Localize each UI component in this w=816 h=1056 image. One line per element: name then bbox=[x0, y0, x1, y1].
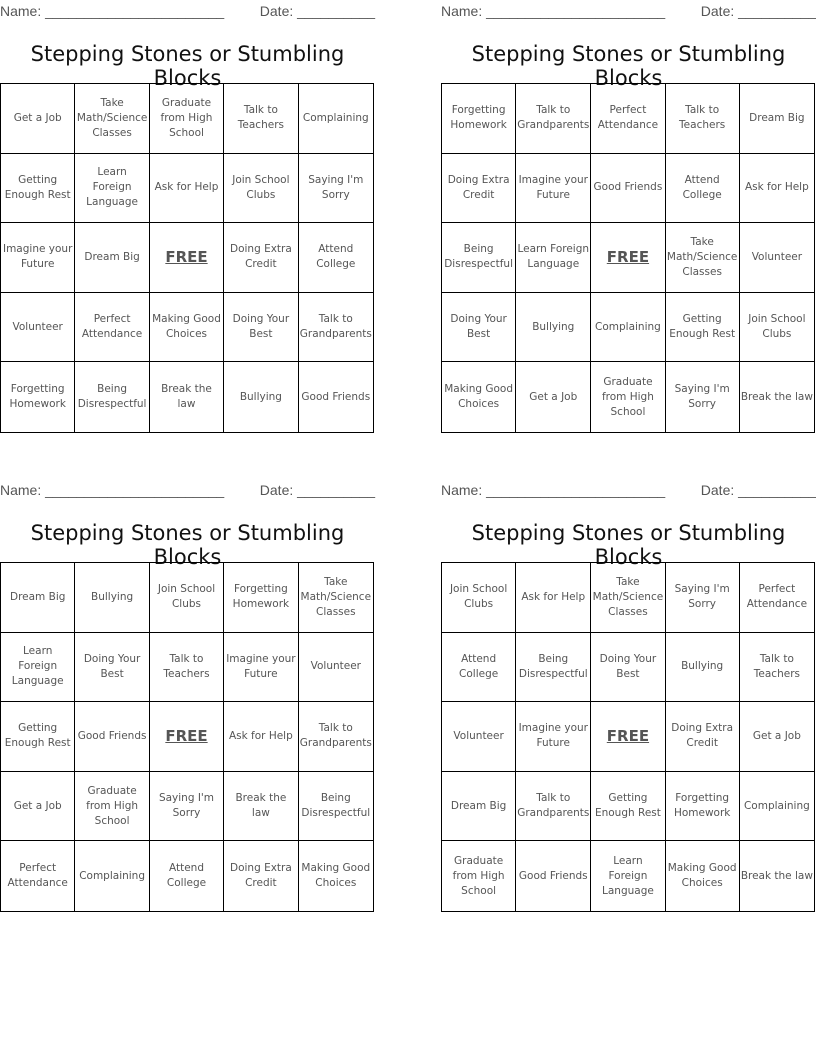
card-title: Stepping Stones or Stumbling Blocks bbox=[30, 521, 345, 569]
bingo-cell: Imagine your Future bbox=[224, 633, 298, 703]
bingo-cell: Making Good Choices bbox=[442, 362, 516, 432]
bingo-cell: Good Friends bbox=[516, 841, 591, 911]
date-field: Date: __________ bbox=[700, 3, 816, 19]
bingo-cell: Making Good Choices bbox=[666, 841, 740, 911]
bingo-cell: Attend College bbox=[666, 154, 740, 224]
bingo-cell: Take Math/Science Classes bbox=[591, 563, 665, 633]
free-space: FREE bbox=[591, 702, 665, 772]
bingo-cell: Saying I'm Sorry bbox=[666, 362, 740, 432]
bingo-cell: Talk to Grandparents bbox=[516, 772, 591, 842]
bingo-cell: Perfect Attendance bbox=[75, 293, 149, 363]
name-field: Name: _______________________ bbox=[0, 482, 225, 498]
bingo-cell: Saying I'm Sorry bbox=[666, 563, 740, 633]
bingo-cell: Talk to Teachers bbox=[740, 633, 814, 703]
card-header bbox=[0, 0, 375, 22]
card-title: Stepping Stones or Stumbling Blocks bbox=[30, 42, 345, 90]
bingo-cell: Saying I'm Sorry bbox=[150, 772, 224, 842]
bingo-cell: Bullying bbox=[516, 293, 591, 363]
bingo-cell: Talk to Grandparents bbox=[299, 293, 373, 363]
bingo-cell: Volunteer bbox=[740, 223, 814, 293]
bingo-cell: Learn Foreign Language bbox=[75, 154, 149, 224]
card-header bbox=[441, 479, 816, 501]
bingo-cell: Learn Foreign Language bbox=[516, 223, 591, 293]
bingo-cell: Good Friends bbox=[75, 702, 149, 772]
bingo-cell: Ask for Help bbox=[150, 154, 224, 224]
card-title: Stepping Stones or Stumbling Blocks bbox=[471, 42, 786, 90]
bingo-cell: Volunteer bbox=[299, 633, 373, 703]
bingo-cell: Doing Extra Credit bbox=[666, 702, 740, 772]
bingo-cell: Getting Enough Rest bbox=[591, 772, 665, 842]
bingo-cell: Take Math/Science Classes bbox=[299, 563, 373, 633]
bingo-cell: Attend College bbox=[150, 841, 224, 911]
bingo-cell: Forgetting Homework bbox=[224, 563, 298, 633]
bingo-cell: Get a Job bbox=[740, 702, 814, 772]
name-field: Name: _______________________ bbox=[441, 3, 666, 19]
bingo-cell: Graduate from High School bbox=[150, 84, 224, 154]
bingo-cell: Doing Extra Credit bbox=[224, 223, 298, 293]
bingo-cell: Imagine your Future bbox=[516, 154, 591, 224]
bingo-cell: Perfect Attendance bbox=[591, 84, 665, 154]
bingo-cell: Perfect Attendance bbox=[1, 841, 75, 911]
bingo-grid bbox=[0, 83, 374, 433]
bingo-cell: Doing Your Best bbox=[75, 633, 149, 703]
bingo-cell: Join School Clubs bbox=[442, 563, 516, 633]
bingo-cell: Volunteer bbox=[442, 702, 516, 772]
bingo-cell: Ask for Help bbox=[516, 563, 591, 633]
bingo-cell: Imagine your Future bbox=[1, 223, 75, 293]
bingo-cell: Making Good Choices bbox=[150, 293, 224, 363]
bingo-cell: Saying I'm Sorry bbox=[299, 154, 373, 224]
bingo-cell: Good Friends bbox=[301, 390, 371, 403]
bingo-cell: Get a Job bbox=[516, 362, 591, 432]
bingo-cell: Break the law bbox=[224, 772, 298, 842]
date-field: Date: __________ bbox=[259, 482, 375, 498]
bingo-cell: Forgetting Homework bbox=[666, 772, 740, 842]
bingo-cell: Doing Your Best bbox=[224, 293, 298, 363]
bingo-cell: Break the law bbox=[740, 390, 813, 403]
bingo-cell: Good Friends bbox=[591, 154, 665, 224]
bingo-cell: Forgetting Homework bbox=[1, 362, 75, 432]
bingo-cell: Ask for Help bbox=[224, 702, 298, 772]
bingo-cell: Complaining bbox=[740, 772, 814, 842]
bingo-cell: Being Disrespectful bbox=[299, 772, 373, 842]
bingo-cell: Talk to Teachers bbox=[150, 633, 224, 703]
free-space: FREE bbox=[591, 223, 665, 293]
free-space: FREE bbox=[150, 223, 224, 293]
bingo-cell: Forgetting Homework bbox=[442, 84, 516, 154]
bingo-cell: Talk to Teachers bbox=[224, 84, 298, 154]
bingo-cell: Join School Clubs bbox=[150, 563, 224, 633]
bingo-cell: Attend College bbox=[299, 223, 373, 293]
bingo-cell: Get a Job bbox=[1, 84, 75, 154]
bingo-cell: Ask for Help bbox=[740, 154, 814, 224]
bingo-cell: Take Math/Science Classes bbox=[666, 223, 740, 293]
bingo-cell: Being Disrespectful bbox=[516, 633, 591, 703]
bingo-cell: Get a Job bbox=[1, 772, 75, 842]
bingo-cell: Complaining bbox=[591, 293, 665, 363]
bingo-cell: Being Disrespectful bbox=[442, 223, 516, 293]
bingo-cell: Join School Clubs bbox=[224, 154, 298, 224]
date-field: Date: __________ bbox=[700, 482, 816, 498]
card-header bbox=[0, 479, 375, 501]
free-space: FREE bbox=[150, 702, 224, 772]
bingo-cell: Bullying bbox=[224, 362, 298, 432]
bingo-cell: Perfect Attendance bbox=[740, 563, 814, 633]
bingo-cell: Attend College bbox=[442, 633, 516, 703]
bingo-cell: Break the law bbox=[150, 362, 224, 432]
bingo-cell: Graduate from High School bbox=[591, 362, 665, 432]
bingo-cell: Bullying bbox=[75, 563, 149, 633]
bingo-cell: Being Disrespectful bbox=[75, 362, 149, 432]
bingo-cell: Join School Clubs bbox=[740, 293, 814, 363]
bingo-cell: Volunteer bbox=[1, 293, 75, 363]
bingo-cell: Dream Big bbox=[442, 772, 516, 842]
bingo-grid bbox=[0, 562, 374, 912]
bingo-cell: Graduate from High School bbox=[442, 841, 516, 911]
bingo-cell: Bullying bbox=[666, 633, 740, 703]
bingo-cell: Learn Foreign Language bbox=[1, 633, 75, 703]
bingo-cell: Doing Extra Credit bbox=[442, 154, 516, 224]
name-field: Name: _______________________ bbox=[441, 482, 666, 498]
bingo-cell: Making Good Choices bbox=[301, 862, 371, 890]
name-field: Name: _______________________ bbox=[0, 3, 225, 19]
bingo-cell: Talk to Grandparents bbox=[299, 702, 373, 772]
bingo-grid bbox=[441, 562, 815, 912]
bingo-cell: Getting Enough Rest bbox=[1, 154, 75, 224]
bingo-cell: Doing Your Best bbox=[591, 633, 665, 703]
bingo-cell: Getting Enough Rest bbox=[666, 293, 740, 363]
bingo-cell: Talk to Grandparents bbox=[516, 84, 591, 154]
bingo-cell: Complaining bbox=[75, 841, 149, 911]
bingo-cell: Talk to Teachers bbox=[666, 84, 740, 154]
bingo-cell: Complaining bbox=[299, 84, 373, 154]
bingo-grid bbox=[441, 83, 815, 433]
bingo-cell: Doing Your Best bbox=[442, 293, 516, 363]
card-header bbox=[441, 0, 816, 22]
bingo-cell: Dream Big bbox=[75, 223, 149, 293]
bingo-cell: Break the law bbox=[740, 869, 813, 882]
date-field: Date: __________ bbox=[259, 3, 375, 19]
bingo-cell: Doing Extra Credit bbox=[224, 841, 298, 911]
bingo-cell: Graduate from High School bbox=[75, 772, 149, 842]
card-title: Stepping Stones or Stumbling Blocks bbox=[471, 521, 786, 569]
bingo-cell: Take Math/Science Classes bbox=[75, 84, 149, 154]
bingo-cell: Learn Foreign Language bbox=[591, 841, 665, 911]
bingo-cell: Getting Enough Rest bbox=[1, 702, 75, 772]
bingo-cell: Imagine your Future bbox=[516, 702, 591, 772]
bingo-cell: Dream Big bbox=[740, 84, 814, 154]
bingo-cell: Dream Big bbox=[1, 563, 75, 633]
